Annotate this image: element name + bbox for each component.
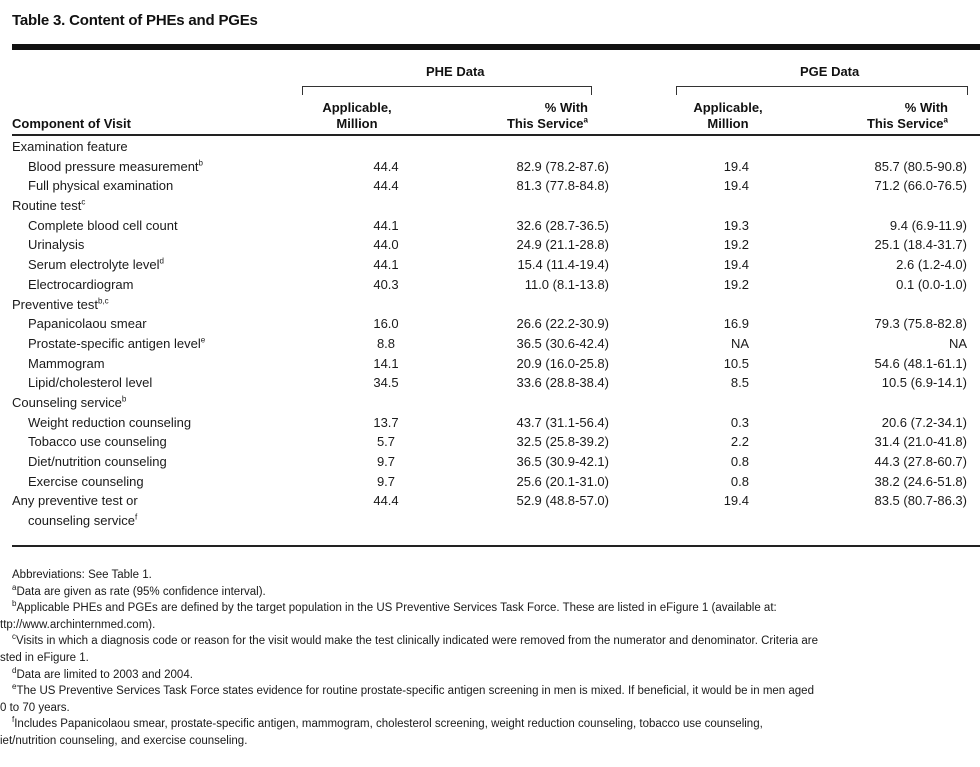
phe-pct-cell: 33.6 (28.8-38.4) (516, 375, 609, 391)
table-row (12, 277, 967, 297)
pge-pct-cell: 44.3 (27.8-60.7) (874, 454, 967, 469)
table-row (12, 178, 967, 198)
footnote-a (0, 584, 980, 601)
pge-pct-cell (749, 395, 967, 415)
footnote-c (0, 633, 980, 650)
pge-pct-cell: 9.4 (6.9-11.9) (889, 217, 967, 233)
row-label-footnote-mark: e (200, 335, 206, 345)
table-row (12, 218, 967, 238)
row-label-text: Exercise counseling (28, 473, 144, 489)
bottom-rule (12, 545, 980, 547)
footnote-abbreviations: Abbreviations: See Table 1. (12, 569, 152, 581)
table-row (12, 434, 967, 454)
pge-applicable-cell: 0.3 (730, 414, 749, 430)
phe-pct-cell: 52.9 (48.8-57.0) (516, 493, 609, 509)
pge-pct-cell: 38.2 (24.6-51.8) (874, 473, 967, 489)
table-row (12, 356, 967, 376)
pge-applicable-cell: NA (730, 335, 749, 351)
table-row (12, 454, 967, 474)
footnote-f-cont: iet/nutrition counseling, and exercise counseling. (0, 734, 248, 747)
pge-applicable-cell: 19.4 (723, 493, 749, 509)
category-row (12, 395, 967, 415)
row-label-text: Electrocardiogram (28, 276, 134, 292)
phe-applicable-cell: 44.0 (373, 237, 399, 253)
row-label-text: Counseling service (12, 394, 122, 410)
pge-applicable-cell: 16.9 (723, 316, 749, 332)
row-label (12, 159, 328, 179)
row-label-text: Routine test (12, 198, 82, 214)
pge-applicable-cell (609, 198, 749, 218)
row-label (12, 356, 328, 376)
phe-pct-cell: 15.4 (11.4-19.4) (517, 257, 609, 273)
footnote-e-text: The US Preventive Services Task Force states evidence for routine prostate-specific antigen screening in men is mixed. If beneficial, it would be in men aged (16, 685, 814, 698)
pge-pct-cell: 54.6 (48.1-61.1) (874, 355, 967, 371)
footnote-e-mark: e (12, 683, 17, 692)
header-rule (12, 134, 980, 136)
phe-pct-cell: 32.6 (28.7-36.5) (516, 217, 609, 233)
footnote-a-text: Data are given as rate (95% confidence interval). (16, 585, 266, 598)
phe-applicable-cell: 44.4 (373, 493, 399, 509)
phe-pct-sup: a (583, 115, 588, 125)
pge-pct-cell: 31.4 (21.0-41.8) (874, 434, 967, 450)
phe-applicable-cell: 9.7 (376, 454, 396, 469)
row-label-text: Mammogram (28, 355, 105, 371)
footnote-e (0, 683, 980, 700)
row-label (12, 474, 328, 494)
phe-applicable-cell: 44.4 (373, 178, 399, 194)
row-label-footnote-mark: f (134, 512, 138, 522)
pge-applicable-cell (609, 513, 749, 533)
pge-applicable-line1: Applicable, (693, 100, 763, 115)
data-table-body (12, 139, 967, 533)
pge-applicable-header (676, 100, 780, 132)
row-label (12, 198, 328, 218)
table-row (12, 415, 967, 435)
phe-pct-cell (444, 513, 609, 533)
table-row (12, 493, 967, 513)
pge-applicable-cell (609, 395, 749, 415)
table-row (12, 513, 967, 533)
pge-pct-cell: 10.5 (6.9-14.1) (881, 375, 967, 391)
row-label (12, 277, 328, 297)
pge-applicable-cell: 2.2 (730, 434, 749, 450)
phe-applicable-cell (328, 395, 444, 415)
footnote-a-mark: a (12, 583, 17, 592)
footnote-c-cont: sted in eFigure 1. (0, 651, 89, 664)
footnote-b-cont: ttp://www.archinternmed.com). (0, 618, 156, 631)
phe-applicable-cell: 16.0 (373, 316, 399, 332)
table-row (12, 375, 967, 395)
row-label (12, 375, 328, 395)
footnote-f-text: Includes Papanicolaou smear, prostate-specific antigen, mammogram, cholesterol screening, weight reduction counseling, tobacco use counseling, (14, 718, 763, 731)
pge-pct-line1: % With (904, 100, 948, 115)
row-label (12, 257, 328, 277)
row-label-text: Serum electrolyte level (28, 257, 160, 273)
phe-applicable-cell: 44.1 (373, 257, 399, 273)
pge-applicable-cell: 19.4 (723, 158, 749, 174)
phe-applicable-header (302, 100, 412, 132)
phe-pct-cell (444, 139, 609, 159)
phe-pct-cell: 81.3 (77.8-84.8) (516, 178, 609, 194)
phe-applicable-cell: 40.3 (373, 276, 399, 292)
pge-pct-cell: 25.1 (18.4-31.7) (874, 237, 967, 253)
row-label (12, 178, 328, 198)
phe-pct-cell: 36.5 (30.9-42.1) (516, 454, 609, 469)
pge-pct-cell: 71.2 (66.0-76.5) (874, 178, 967, 194)
category-row (12, 297, 967, 317)
phe-pct-line2-text: This Service (506, 116, 584, 131)
row-label-text: Urinalysis (28, 237, 85, 253)
footnote-b-text: Applicable PHEs and PGEs are defined by the target population in the US Preventive Services Task Force. These are listed in eFigure 1 (available at: (16, 602, 777, 615)
pge-pct-line2-text: This Service (866, 116, 944, 131)
table-row (12, 257, 967, 277)
pge-applicable-line2: Million (707, 116, 749, 131)
row-label (12, 395, 328, 415)
pge-group-bracket (676, 86, 968, 95)
table-row (12, 237, 967, 257)
pge-applicable-cell: 19.4 (723, 178, 749, 194)
row-label-footnote-mark: b (198, 158, 203, 168)
pge-applicable-cell (609, 297, 749, 317)
pge-pct-cell: NA (948, 335, 967, 351)
table-title: Table 3. Content of PHEs and PGEs (12, 12, 258, 29)
pge-applicable-cell: 19.2 (723, 237, 749, 253)
phe-group-heading: PHE Data (426, 64, 485, 79)
row-label-text: Prostate-specific antigen level (28, 335, 201, 351)
pge-applicable-cell: 0.8 (730, 454, 749, 469)
pge-applicable-cell (609, 139, 749, 159)
pge-applicable-cell: 10.5 (723, 355, 749, 371)
row-label (12, 434, 328, 454)
row-label (12, 415, 328, 435)
table-row (12, 316, 967, 336)
footnote-d-mark: d (12, 666, 17, 675)
phe-applicable-cell: 14.1 (373, 355, 399, 371)
footnote-f (0, 716, 980, 733)
footnote-b-mark: b (12, 600, 17, 609)
phe-group-bracket (302, 86, 592, 95)
phe-pct-cell: 25.6 (20.1-31.0) (516, 473, 609, 489)
table-row (12, 474, 967, 494)
pge-pct-cell: 2.6 (1.2-4.0) (896, 257, 967, 273)
phe-applicable-cell (328, 513, 444, 533)
row-label-text: Examination feature (12, 139, 128, 154)
row-label-text: Any preventive test or (12, 493, 138, 509)
row-label-footnote-mark: b,c (98, 296, 109, 306)
pge-applicable-cell: 8.5 (730, 375, 749, 391)
phe-pct-cell: 24.9 (21.1-28.8) (516, 237, 609, 253)
phe-pct-cell: 20.9 (16.0-25.8) (516, 355, 609, 371)
row-label-text: Lipid/cholesterol level (28, 375, 153, 391)
footnote-c-text: Visits in which a diagnosis code or reason for the visit would make the test clinically indicated were removed from the numerator and denominator. Criteria are (16, 635, 818, 648)
row-label-text: Diet/nutrition counseling (28, 454, 167, 469)
category-row (12, 139, 967, 159)
phe-pct-cell: 36.5 (30.6-42.4) (516, 335, 609, 351)
phe-applicable-cell: 44.1 (373, 217, 399, 233)
phe-pct-cell: 26.6 (22.2-30.9) (516, 316, 609, 332)
pge-pct-cell (749, 297, 967, 317)
phe-pct-cell (444, 198, 609, 218)
row-label (12, 297, 328, 317)
footnotes (0, 567, 980, 750)
phe-applicable-cell (328, 297, 444, 317)
table-row (12, 159, 967, 179)
row-label (12, 316, 328, 336)
phe-pct-cell: 82.9 (78.2-87.6) (516, 158, 609, 174)
phe-pct-line2 (440, 116, 588, 132)
phe-pct-cell (444, 297, 609, 317)
row-label-footnote-mark: d (159, 256, 164, 266)
phe-applicable-cell (328, 139, 444, 159)
phe-pct-cell: 32.5 (25.8-39.2) (516, 434, 609, 450)
pge-pct-header (800, 100, 948, 132)
phe-pct-cell: 11.0 (8.1-13.8) (524, 276, 609, 292)
pge-pct-cell: 0.1 (0.0-1.0) (896, 276, 967, 292)
row-label-footnote-mark: b (121, 394, 127, 404)
phe-pct-line1: % With (544, 100, 588, 115)
row-label (12, 336, 328, 356)
phe-applicable-line2: Million (336, 116, 378, 131)
row-label-text: Complete blood cell count (28, 217, 178, 233)
pge-pct-cell: 85.7 (80.5-90.8) (874, 158, 967, 174)
pge-pct-cell: 20.6 (7.2-34.1) (881, 414, 967, 430)
pge-applicable-cell: 19.4 (723, 257, 749, 273)
row-label (12, 237, 328, 257)
top-rule (12, 44, 980, 50)
row-label-footnote-mark: c (81, 197, 86, 207)
row-label-text: Blood pressure measurement (28, 158, 199, 174)
row-label (12, 454, 328, 474)
row-label-text: Papanicolaou smear (28, 316, 147, 332)
phe-applicable-cell: 9.7 (376, 473, 396, 489)
footnote-d (0, 667, 980, 684)
row-label (12, 218, 328, 238)
row-label-text: counseling service (28, 513, 135, 529)
pge-applicable-cell: 19.3 (723, 217, 749, 233)
pge-applicable-cell: 0.8 (730, 473, 749, 489)
phe-applicable-cell: 13.7 (373, 414, 399, 430)
phe-applicable-line1: Applicable, (322, 100, 392, 115)
pge-pct-sup: a (943, 115, 948, 125)
row-label-text: Full physical examination (28, 178, 174, 194)
footnote-c-mark: c (12, 633, 16, 642)
row-label (12, 493, 328, 513)
pge-pct-cell: 79.3 (75.8-82.8) (874, 316, 967, 332)
phe-applicable-cell: 5.7 (376, 434, 396, 450)
pge-pct-cell (749, 139, 967, 159)
phe-applicable-cell: 44.4 (373, 158, 399, 174)
pge-pct-cell (749, 513, 967, 533)
pge-pct-line2 (800, 116, 948, 132)
row-label-text: Tobacco use counseling (28, 434, 167, 450)
phe-applicable-cell: 34.5 (373, 375, 399, 391)
phe-pct-cell (444, 395, 609, 415)
pge-applicable-cell: 19.2 (723, 276, 749, 292)
footnote-e-cont: 0 to 70 years. (0, 701, 70, 714)
row-label (12, 139, 328, 159)
row-label-text: Preventive test (12, 296, 98, 312)
component-column-header: Component of Visit (12, 116, 131, 131)
phe-pct-cell: 43.7 (31.1-56.4) (516, 414, 609, 430)
data-table (12, 139, 967, 533)
row-label-text: Weight reduction counseling (28, 414, 192, 430)
phe-applicable-cell: 8.8 (376, 335, 396, 351)
footnote-d-text: Data are limited to 2003 and 2004. (16, 668, 193, 681)
category-row (12, 198, 967, 218)
pge-pct-cell (749, 198, 967, 218)
footnote-f-mark: f (12, 716, 15, 725)
phe-pct-header (440, 100, 588, 132)
pge-group-heading: PGE Data (800, 64, 860, 79)
row-label (12, 513, 328, 533)
pge-pct-cell: 83.5 (80.7-86.3) (874, 493, 967, 509)
table-row (12, 336, 967, 356)
phe-applicable-cell (328, 198, 444, 218)
footnote-b (0, 600, 980, 617)
